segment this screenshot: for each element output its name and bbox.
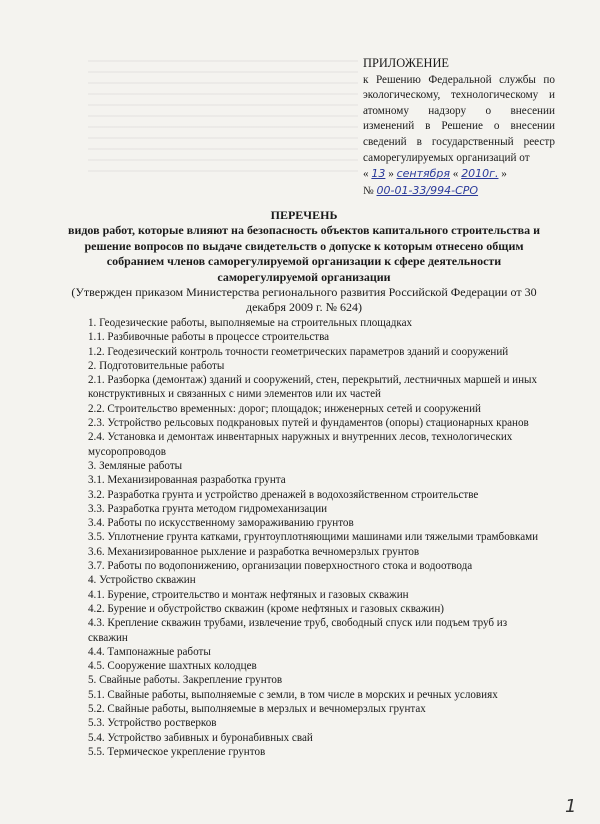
list-item: 1.1. Разбивочные работы в процессе строительства	[88, 331, 330, 344]
date-quote-open: «	[363, 168, 369, 181]
list-item: 4.1. Бурение, строительство и монтаж нефтяных и газовых скважин	[88, 588, 409, 601]
list-item: 3.2. Разработка грунта и устройство дренажей в водохозяйственном строительстве	[88, 488, 479, 501]
list-item: 5.5. Термическое укрепление грунтов	[88, 745, 266, 758]
list-item: 2.2. Строительство временных: дорог; площадок; инженерных сетей и сооружений	[88, 402, 481, 415]
works-list	[88, 316, 548, 759]
list-item: 2.4. Установка и демонтаж инвентарных наружных и внутренних лесов, технологических мусоропроводов	[88, 431, 513, 458]
list-item: 2.1. Разборка (демонтаж) зданий и сооружений, стен, перекрытий, лестничных маршей и иных конструктивных и связанных с ними элементов или их частей	[88, 374, 538, 401]
list-item: 4.2. Бурение и обустройство скважин (кроме нефтяных и газовых скважин)	[88, 602, 444, 615]
list-item: 4. Устройство скважин	[88, 574, 196, 587]
list-item: 5.4. Устройство забивных и буронабивных свай	[88, 731, 313, 744]
annex-number-line	[363, 183, 555, 200]
list-item: 3.1. Механизированная разработка грунта	[88, 474, 286, 487]
list-item: 2.3. Устройство рельсовых подкрановых путей и фундаментов (опоры) стационарных кранов	[88, 417, 529, 430]
number-value: 00-01-33/994-СРО	[376, 183, 479, 197]
title-subheading: видов работ, которые влияют на безопасность объектов капитального строительства и решение вопросов по выдаче свидетельств о допуске к которым отнесено общим собранием членов саморегулируемой организации к сфере деятельности саморегулируемой организации	[67, 223, 541, 284]
annex-heading: ПРИЛОЖЕНИЕ	[363, 56, 449, 70]
annex-body: к Решению Федеральной службы по экологическому, технологическому и атомному надзору о внесении изменений в Решение о внесении сведений в государственный реестр саморегулируемых организаций от	[363, 73, 555, 164]
list-item: 4.3. Крепление скважин трубами, извлечение труб, свободный спуск или подъем труб из скважин	[88, 617, 508, 644]
title-heading: ПЕРЕЧЕНЬ	[270, 208, 338, 222]
date-year: 2010г.	[461, 167, 499, 181]
date-quote-mid: »	[388, 168, 394, 181]
list-item: 3. Земляные работы	[88, 459, 183, 472]
list-item: 1.2. Геодезический контроль точности геометрических параметров зданий и сооружений	[88, 345, 509, 358]
number-prefix: №	[363, 184, 374, 197]
list-item: 1. Геодезические работы, выполняемые на строительных площадках	[88, 317, 413, 329]
list-item: 4.5. Сооружение шахтных колодцев	[88, 660, 257, 673]
page-number: 1	[565, 796, 577, 817]
date-day: 13	[371, 167, 386, 181]
list-item: 4.4. Тампонажные работы	[88, 645, 211, 658]
bleed-through-text	[88, 60, 358, 180]
list-item: 3.5. Уплотнение грунта катками, грунтоуплотняющими машинами или тяжелыми трамбовками	[88, 531, 539, 544]
document-title	[64, 208, 544, 316]
list-item: 5. Свайные работы. Закрепление грунтов	[88, 674, 283, 687]
date-quote-open2: «	[452, 168, 459, 181]
list-item: 3.6. Механизированное рыхление и разработка вечномерзлых грунтов	[88, 545, 420, 558]
list-item: 3.4. Работы по искусственному замораживанию грунтов	[88, 517, 354, 530]
list-item: 5.2. Свайные работы, выполняемые в мерзлых и вечномерзлых грунтах	[88, 703, 426, 716]
annex-date-line	[363, 166, 555, 183]
list-item: 3.7. Работы по водопонижению, организации поверхностного стока и водоотвода	[88, 560, 473, 573]
list-item: 5.1. Свайные работы, выполняемые с земли, в том числе в морских и речных условиях	[88, 688, 498, 701]
list-item: 5.3. Устройство ростверков	[88, 717, 217, 730]
list-item: 2. Подготовительные работы	[88, 359, 225, 372]
date-quote-close: »	[501, 168, 507, 181]
date-month: сентября	[396, 167, 450, 181]
title-approval: (Утвержден приказом Министерства регионального развития Российской Федерации от 30 декабря 2009 г. № 624)	[71, 285, 537, 315]
annex-block	[363, 56, 555, 199]
list-item: 3.3. Разработка грунта методом гидромеханизации	[88, 502, 328, 515]
